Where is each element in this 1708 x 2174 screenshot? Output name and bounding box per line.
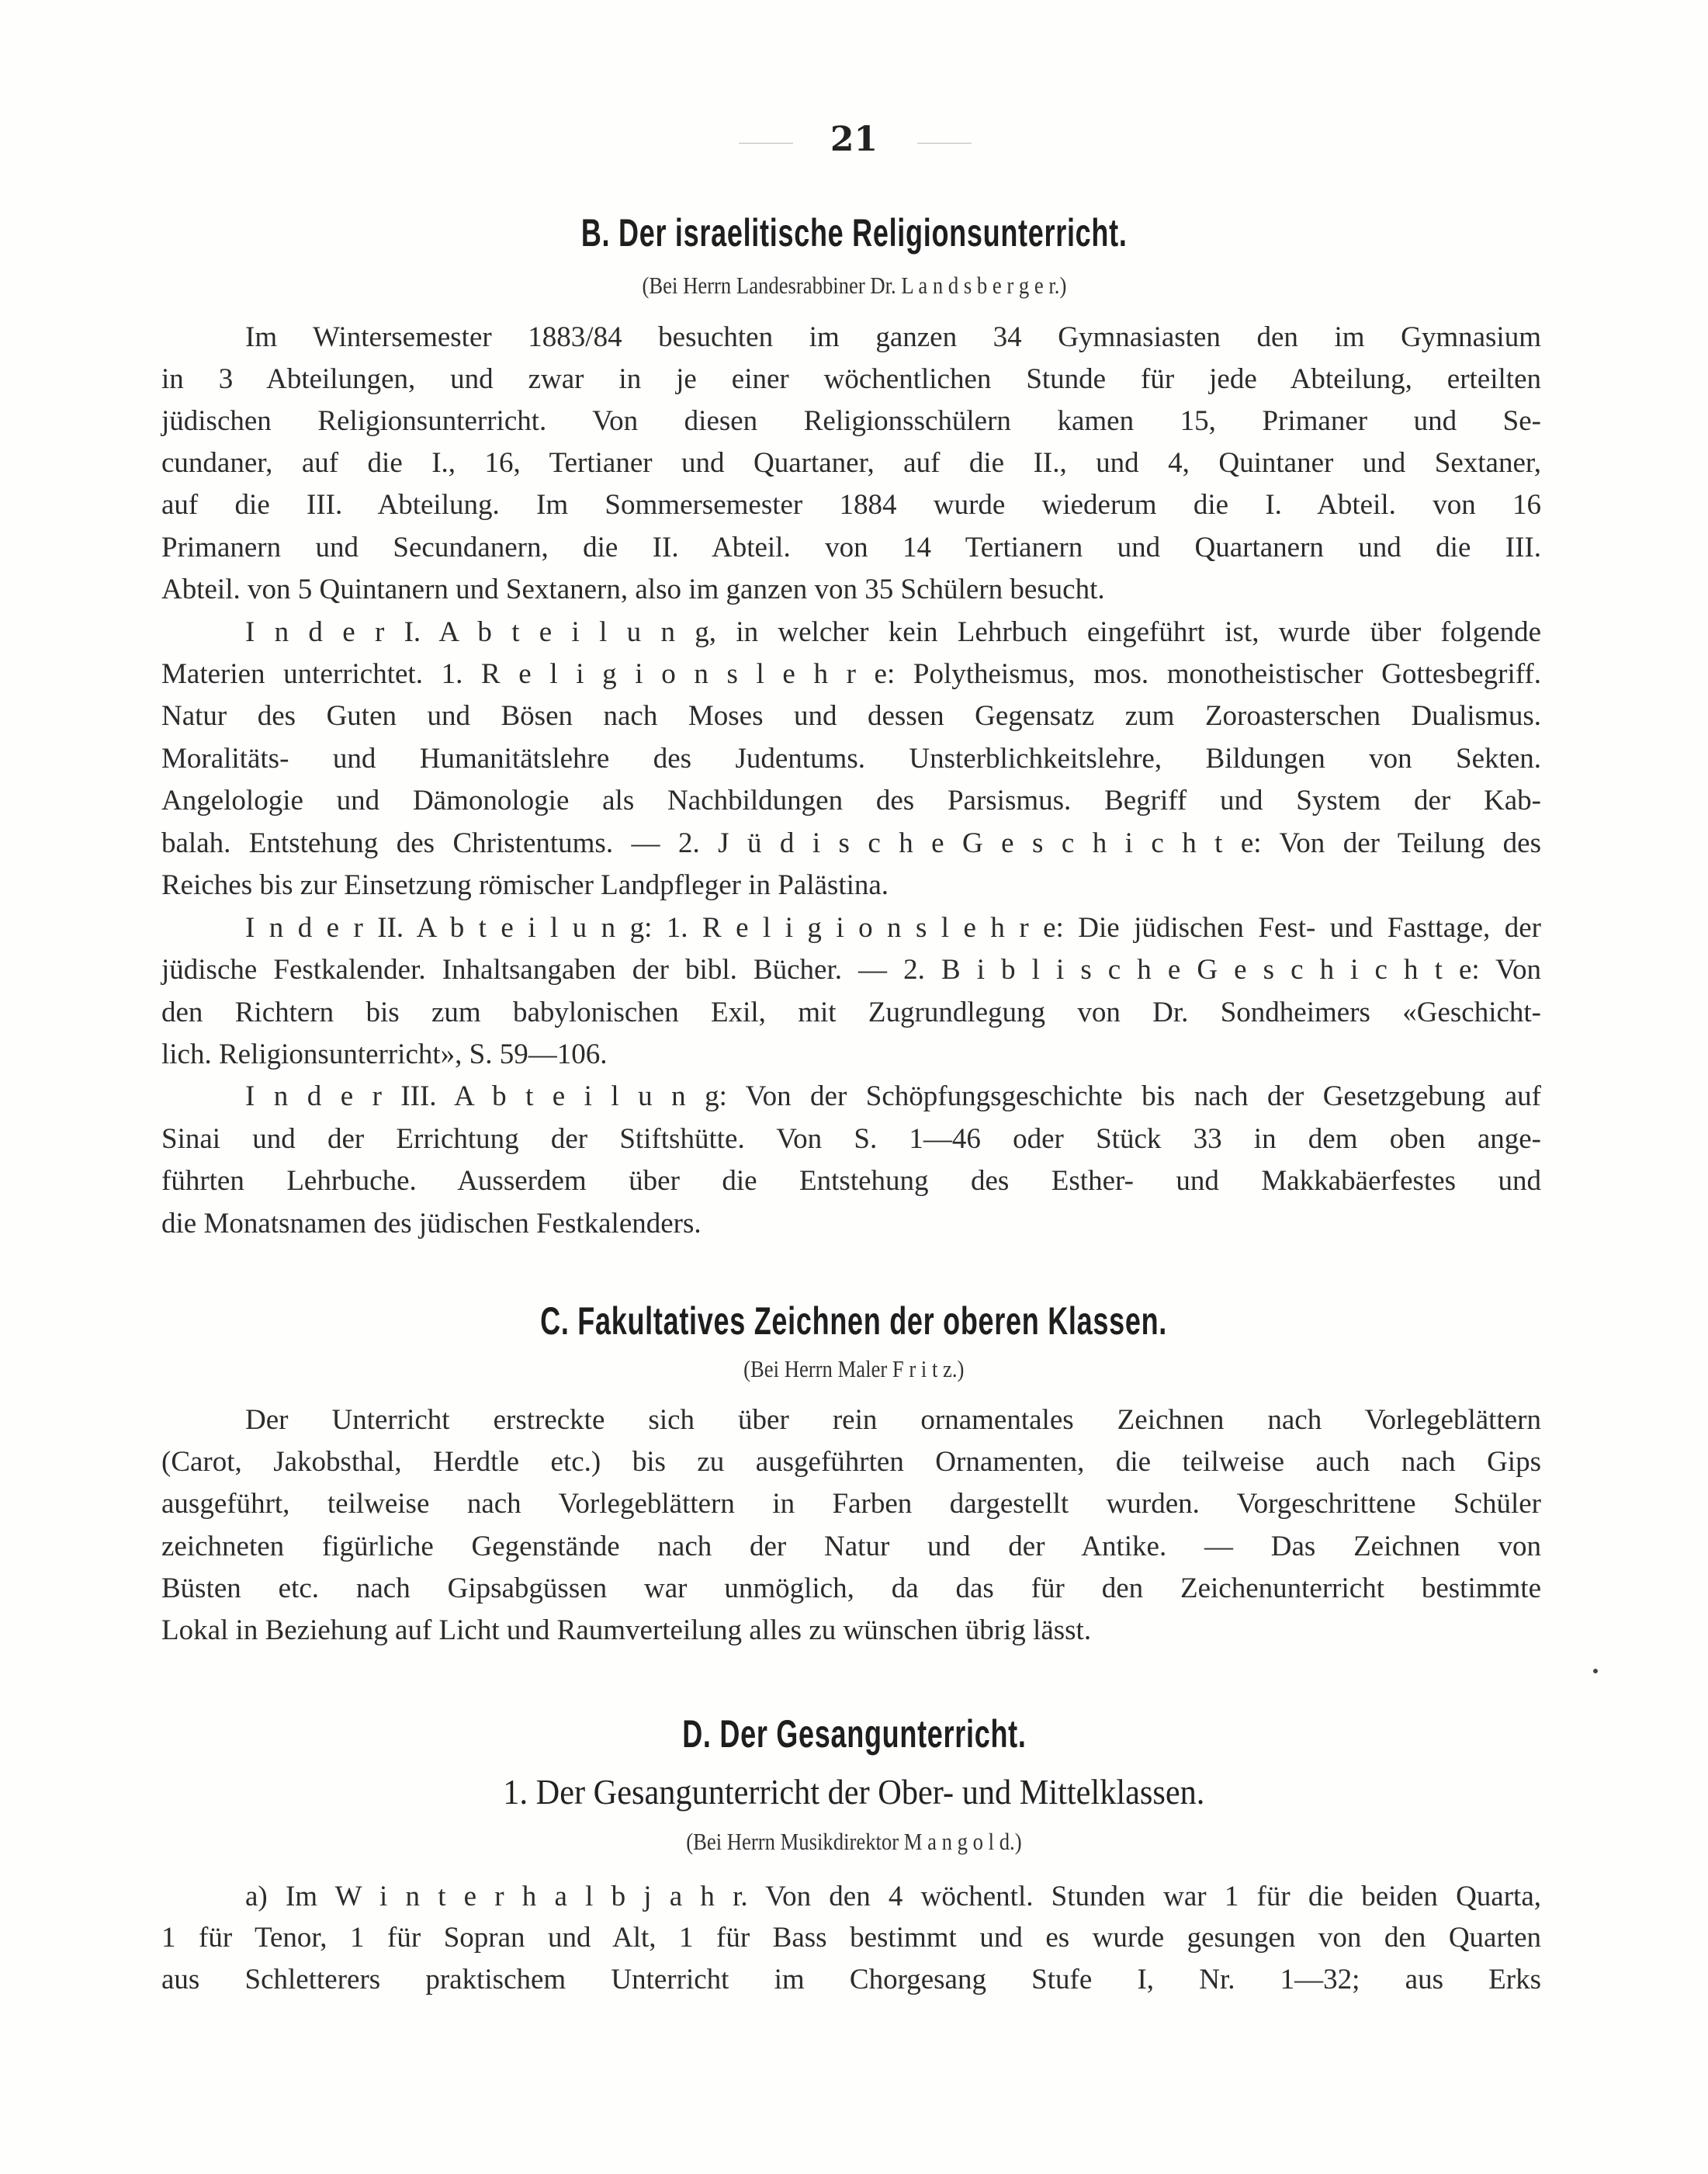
text-line <box>245 1401 1541 1440</box>
text-line <box>245 1878 1541 1916</box>
text-line <box>161 1611 1541 1650</box>
text-line <box>161 1961 1541 1999</box>
text-line <box>161 1527 1541 1566</box>
section-b-heading-text: B. Der israelitische Religionsunterricht. <box>580 211 1128 255</box>
section-c-teacher <box>0 1354 1708 1385</box>
text-line-content: Angelologie und Dämonologie als Nachbildungen des Parsismus. Begriff und System der Kab- <box>161 785 1541 817</box>
text-line <box>161 570 1541 609</box>
text-line-content: Der Unterricht erstreckte sich über rein ornamentales Zeichnen nach Vorlegeblättern <box>245 1404 1541 1436</box>
text-line <box>161 1443 1541 1482</box>
text-line <box>161 486 1541 525</box>
text-line-content: a) Im W i n t e r h a l b j a h r. Von den 4 wöchentl. Stunden war 1 für die beiden Quarta, <box>245 1881 1541 1912</box>
section-d-subheading <box>0 1770 1708 1814</box>
section-b-teacher <box>0 270 1708 301</box>
text-line <box>245 318 1541 357</box>
text-line-content: die Monatsnamen des jüdischen Festkalenders. <box>161 1208 702 1240</box>
text-line-content: Abteil. von 5 Quintanern und Sextanern, also im ganzen von 35 Schülern besucht. <box>161 574 1105 605</box>
text-line <box>161 1919 1541 1957</box>
text-line <box>161 1205 1541 1243</box>
text-line <box>161 951 1541 990</box>
text-line-content: jüdische Festkalender. Inhaltsangaben der bibl. Bücher. — 2. B i b l i s c h e G e s c h i c h t e: Von <box>161 954 1541 986</box>
text-line <box>161 360 1541 399</box>
section-b-heading <box>0 210 1708 256</box>
text-line <box>161 1569 1541 1608</box>
text-line-content: Büsten etc. nach Gipsabgüssen war unmöglich, da das für den Zeichenunterricht bestimmte <box>161 1572 1541 1604</box>
page-number: 21 <box>830 120 878 159</box>
text-line <box>161 1162 1541 1201</box>
section-c-heading-text: C. Fakultatives Zeichnen der oberen Klassen. <box>540 1299 1168 1343</box>
text-line-content: Materien unterrichtet. 1. R e l i g i o n s l e h r e: Polytheismus, mos. monotheistischer Gottesbegriff. <box>161 658 1541 690</box>
text-line-content: Reiches bis zur Einsetzung römischer Landpfleger in Palästina. <box>161 869 889 901</box>
text-line-content: führten Lehrbuche. Ausserdem über die Entstehung des Esther- und Makkabäerfestes und <box>161 1165 1541 1197</box>
text-line <box>161 824 1541 863</box>
text-line-content: Sinai und der Errichtung der Stiftshütte. Von S. 1—46 oder Stück 33 in dem oben ange- <box>161 1123 1541 1155</box>
text-line <box>161 529 1541 567</box>
text-line-content: balah. Entstehung des Christentums. — 2. J ü d i s c h e G e s c h i c h t e: Von der Teilung des <box>161 827 1541 859</box>
text-line <box>161 444 1541 483</box>
section-d-teacher <box>0 1826 1708 1857</box>
text-line <box>161 1120 1541 1159</box>
text-line-content: I n d e r III. A b t e i l u n g: Von der Schöpfungsgeschichte bis nach der Gesetzgebung auf <box>245 1080 1541 1112</box>
text-line-content: Natur des Guten und Bösen nach Moses und dessen Gegensatz zum Zoroasterschen Dualismus. <box>161 700 1541 732</box>
section-b-teacher-text: (Bei Herrn Landesrabbiner Dr. L a n d s b e r g e r.) <box>642 272 1066 299</box>
text-line <box>245 613 1541 652</box>
text-line-content: den Richtern bis zum babylonischen Exil, mit Zugrundlegung von Dr. Sondheimers «Geschicht- <box>161 997 1541 1028</box>
page-number-rule-right <box>917 143 972 144</box>
text-line-content: I n d e r I. A b t e i l u n g, in welcher kein Lehrbuch eingeführt ist, wurde über folgende <box>245 616 1541 648</box>
text-line <box>161 866 1541 905</box>
section-d-teacher-text: (Bei Herrn Musikdirektor M a n g o l d.) <box>686 1828 1022 1855</box>
text-line-content: zeichneten figürliche Gegenstände nach der Natur und der Antike. — Das Zeichnen von <box>161 1531 1541 1562</box>
ink-speck <box>1593 1669 1598 1673</box>
text-line-content: ausgeführt, teilweise nach Vorlegeblättern in Farben dargestellt wurden. Vorgeschrittene Schüler <box>161 1488 1541 1520</box>
text-line <box>161 697 1541 736</box>
text-line <box>161 782 1541 820</box>
section-d-subheading-text: 1. Der Gesangunterricht der Ober- und Mittelklassen. <box>503 1772 1205 1812</box>
text-line-content: lich. Religionsunterricht», S. 59—106. <box>161 1038 608 1070</box>
text-line-content: cundaner, auf die I., 16, Tertianer und Quartaner, auf die II., und 4, Quintaner und Sextaner, <box>161 447 1541 479</box>
section-d-heading-text: D. Der Gesangunterricht. <box>681 1712 1027 1756</box>
text-line-content: Lokal in Beziehung auf Licht und Raumverteilung alles zu wünschen übrig lässt. <box>161 1614 1092 1646</box>
text-line-content: jüdischen Religionsunterricht. Von diesen Religionsschülern kamen 15, Primaner und Se- <box>161 405 1541 437</box>
text-line-content: (Carot, Jakobsthal, Herdtle etc.) bis zu ausgeführten Ornamenten, die teilweise auch nach Gips <box>161 1446 1541 1478</box>
text-line <box>245 909 1541 948</box>
text-line <box>161 1485 1541 1524</box>
text-line <box>161 993 1541 1032</box>
text-line <box>161 1035 1541 1074</box>
text-line <box>245 1077 1541 1116</box>
text-line-content: auf die III. Abteilung. Im Sommersemester 1884 wurde wiederum die I. Abteil. von 16 <box>161 489 1541 521</box>
text-line <box>161 402 1541 441</box>
section-c-teacher-text: (Bei Herrn Maler F r i t z.) <box>743 1355 965 1382</box>
text-line-content: in 3 Abteilungen, und zwar in je einer wöchentlichen Stunde für jede Abteilung, erteilten <box>161 363 1541 395</box>
text-line-content: Primanern und Secundanern, die II. Abteil. von 14 Tertianern und Quartanern und die III. <box>161 532 1541 563</box>
section-d-heading <box>0 1711 1708 1757</box>
text-line <box>161 740 1541 778</box>
section-c-heading <box>0 1298 1708 1344</box>
text-line-content: 1 für Tenor, 1 für Sopran und Alt, 1 für Bass bestimmt und es wurde gesungen von den Quarten <box>161 1922 1541 1954</box>
text-line-content: Im Wintersemester 1883/84 besuchten im ganzen 34 Gymnasiasten den im Gymnasium <box>245 321 1541 353</box>
text-line-content: Moralitäts- und Humanitätslehre des Judentums. Unsterblichkeitslehre, Bildungen von Sekten. <box>161 743 1541 775</box>
text-line <box>161 655 1541 694</box>
text-line-content: I n d e r II. A b t e i l u n g: 1. R e l i g i o n s l e h r e: Die jüdischen Fest- und Fasttage, der <box>245 912 1541 944</box>
text-line-content: aus Schletterers praktischem Unterricht im Chorgesang Stufe I, Nr. 1—32; aus Erks <box>161 1964 1541 1995</box>
